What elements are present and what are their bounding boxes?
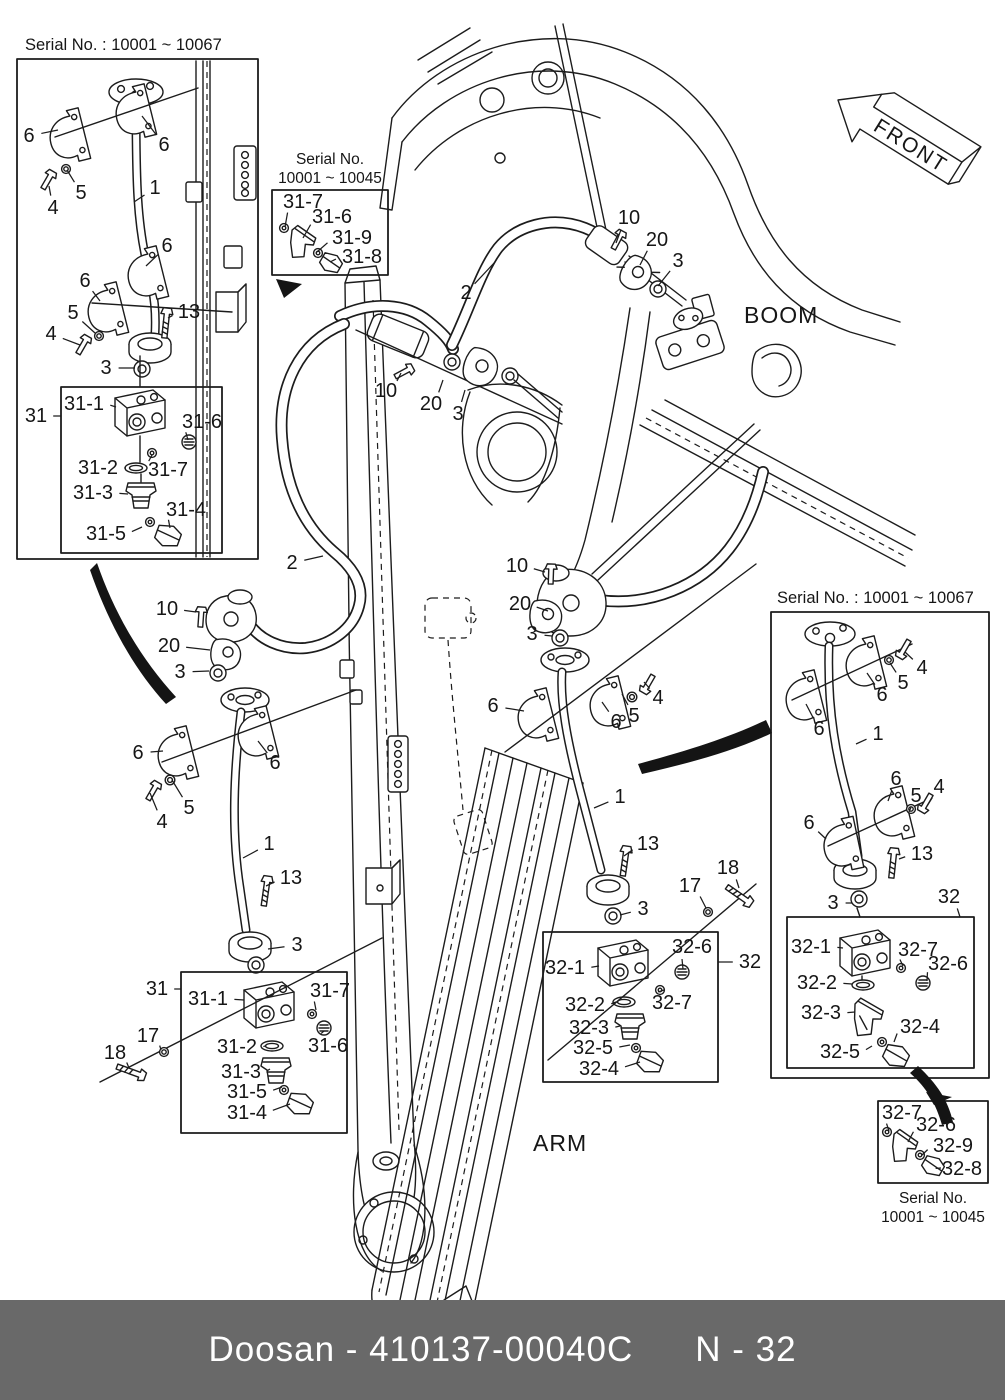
- serial-title-bottom-small: [872, 1189, 994, 1228]
- callout-31-7: 31-7: [282, 191, 324, 213]
- callout-32-7: 32-7: [897, 939, 939, 961]
- callout-20: 20: [157, 635, 181, 657]
- callout-6: 6: [876, 684, 888, 706]
- callout-2: 2: [286, 552, 298, 574]
- callout-6: 6: [269, 752, 281, 774]
- callout-32-7: 32-7: [881, 1102, 923, 1124]
- callout-5: 5: [183, 797, 195, 819]
- callout-32-5: 32-5: [572, 1037, 614, 1059]
- callout-32-3: 32-3: [568, 1017, 610, 1039]
- callout-10: 10: [374, 380, 398, 402]
- callout-3: 3: [100, 357, 112, 379]
- callout-1: 1: [263, 833, 275, 855]
- callout-17: 17: [136, 1025, 160, 1047]
- callout-31-1: 31-1: [187, 988, 229, 1010]
- callout-1: 1: [614, 786, 626, 808]
- callout-4: 4: [47, 197, 59, 219]
- callout-6: 6: [813, 718, 825, 740]
- arm-label: ARM: [533, 1130, 588, 1156]
- serial-title-right: Serial No. : 10001 ~ 10067: [777, 589, 974, 607]
- callout-20: 20: [645, 229, 669, 251]
- serial-line2: 10001 ~ 10045: [881, 1209, 985, 1227]
- callout-31-9: 31-9: [331, 227, 373, 249]
- callout-6: 6: [79, 270, 91, 292]
- callout-5: 5: [75, 182, 87, 204]
- callout-13: 13: [177, 301, 201, 323]
- callout-31-5: 31-5: [226, 1081, 268, 1103]
- callout-31-3: 31-3: [220, 1061, 262, 1083]
- callout-3: 3: [452, 403, 464, 425]
- left-elbow: [206, 590, 256, 642]
- callout-32-4: 32-4: [899, 1016, 941, 1038]
- callout-4: 4: [933, 776, 945, 798]
- callout-32-3: 32-3: [800, 1002, 842, 1024]
- callout-32-2: 32-2: [564, 994, 606, 1016]
- callout-6: 6: [803, 812, 815, 834]
- callout-2: 2: [460, 282, 472, 304]
- callout-3: 3: [291, 934, 303, 956]
- callout-32-9: 32-9: [932, 1135, 974, 1157]
- callout-31-1: 31-1: [63, 393, 105, 415]
- callout-32-8: 32-8: [941, 1158, 983, 1180]
- serial-line1: Serial No.: [295, 151, 365, 168]
- callout-5: 5: [67, 302, 79, 324]
- callout-32-6: 32-6: [927, 953, 969, 975]
- callout-32-4: 32-4: [578, 1058, 620, 1080]
- callout-18: 18: [716, 857, 740, 879]
- callout-32-6: 32-6: [671, 936, 713, 958]
- callout-4: 4: [45, 323, 57, 345]
- callout-3: 3: [827, 892, 839, 914]
- callout-32-6: 32-6: [915, 1114, 957, 1136]
- callout-32-1: 32-1: [544, 957, 586, 979]
- callout-31: 31: [24, 405, 48, 427]
- callout-31-2: 31-2: [77, 457, 119, 479]
- callout-4: 4: [156, 811, 168, 833]
- center-hose-assembly: [505, 424, 763, 924]
- callout-3: 3: [526, 623, 538, 645]
- front-arrow: [823, 69, 981, 201]
- serial-title-top-left: Serial No. : 10001 ~ 10067: [25, 36, 222, 54]
- callout-6: 6: [610, 711, 622, 733]
- callout-10: 10: [155, 598, 179, 620]
- callout-31-5: 31-5: [85, 523, 127, 545]
- callout-1: 1: [872, 723, 884, 745]
- callout-6: 6: [23, 125, 35, 147]
- serial-title-mid-small: [268, 150, 392, 189]
- callout-1: 1: [149, 177, 161, 199]
- callout-6: 6: [158, 134, 170, 156]
- callout-10: 10: [505, 555, 529, 577]
- callout-32: 32: [937, 886, 961, 908]
- callout-20: 20: [419, 393, 443, 415]
- callout-31-7: 31-7: [147, 459, 189, 481]
- callout-31-7: 31-7: [309, 980, 351, 1002]
- callout-4: 4: [652, 687, 664, 709]
- callout-13: 13: [279, 867, 303, 889]
- callout-32-5: 32-5: [819, 1041, 861, 1063]
- callout-17: 17: [678, 875, 702, 897]
- callout-32-2: 32-2: [796, 972, 838, 994]
- callout-4: 4: [916, 657, 928, 679]
- callout-13: 13: [636, 833, 660, 855]
- callout-6: 6: [161, 235, 173, 257]
- callout-13: 13: [910, 843, 934, 865]
- inset-top-left: [17, 59, 258, 559]
- front-label: FRONT: [869, 114, 952, 178]
- callout-6: 6: [132, 742, 144, 764]
- callout-18: 18: [103, 1042, 127, 1064]
- serial-line2: 10001 ~ 10045: [278, 170, 382, 188]
- callout-10: 10: [617, 207, 641, 229]
- serial-line1: Serial No.: [898, 1190, 968, 1207]
- callout-31-2: 31-2: [216, 1036, 258, 1058]
- callout-31-8: 31-8: [341, 246, 383, 268]
- callout-32: 32: [738, 951, 762, 973]
- callout-20: 20: [508, 593, 532, 615]
- callout-3: 3: [672, 250, 684, 272]
- arm-dashed-callout-boxes: [425, 598, 493, 856]
- callout-6: 6: [487, 695, 499, 717]
- callout-32-7: 32-7: [651, 992, 693, 1014]
- callout-5: 5: [628, 705, 640, 727]
- boom-label: BOOM: [744, 302, 819, 328]
- arm-rail-blocks: [340, 660, 408, 904]
- callout-5: 5: [897, 672, 909, 694]
- footer-doc-code: Doosan - 410137-00040C: [208, 1330, 634, 1369]
- callout-3: 3: [637, 898, 649, 920]
- callout-31: 31: [145, 978, 169, 1000]
- callout-31-4: 31-4: [165, 499, 207, 521]
- callout-6: 6: [890, 768, 902, 790]
- callout-31-6: 31-6: [307, 1035, 349, 1057]
- callout-3: 3: [174, 661, 186, 683]
- callout-31-3: 31-3: [72, 482, 114, 504]
- callout-31-6: 31-6: [181, 411, 223, 433]
- callout-5: 5: [910, 785, 922, 807]
- callout-32-1: 32-1: [790, 936, 832, 958]
- callout-31-6: 31-6: [311, 206, 353, 228]
- footer-page-number: N - 32: [695, 1330, 797, 1369]
- callout-31-4: 31-4: [226, 1102, 268, 1124]
- footer-bar: [0, 1300, 1005, 1400]
